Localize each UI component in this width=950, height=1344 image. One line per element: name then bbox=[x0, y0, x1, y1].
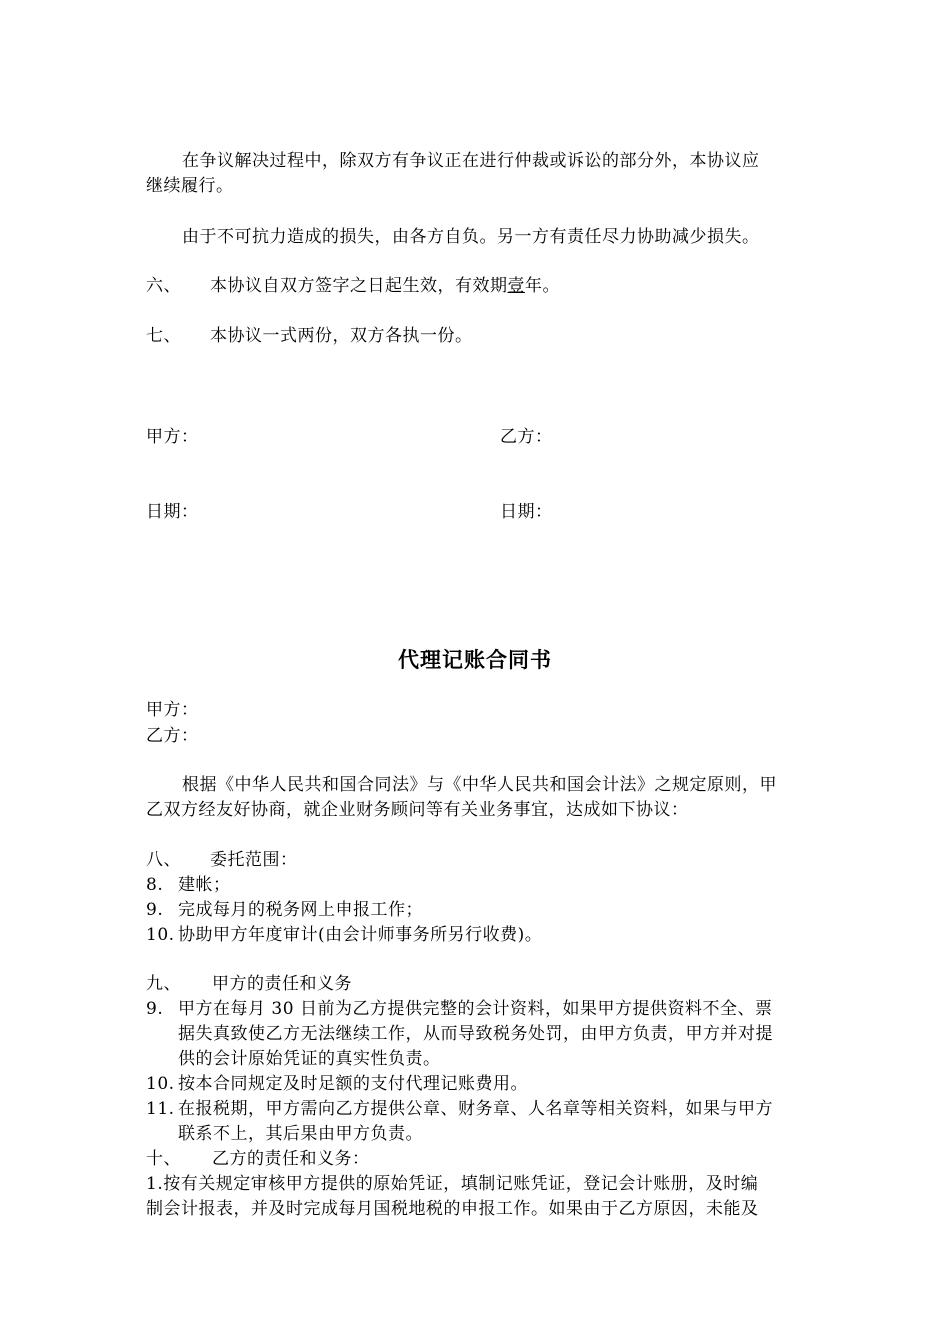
contract-party-b: 乙方： bbox=[146, 726, 199, 746]
contract-title: 代理记账合同书 bbox=[398, 647, 552, 672]
section-8-item: 协助甲方年度审计(由会计师事务所另行收费)。 bbox=[178, 925, 543, 945]
clause-7-number: 七、 bbox=[146, 326, 181, 346]
section-10-number: 十、 bbox=[146, 1149, 181, 1169]
section-10-item-1-line-2: 制会计报表，并及时完成每月国税地税的申报工作。如果由于乙方原因，未能及 bbox=[146, 1199, 759, 1219]
section-9-number: 九、 bbox=[146, 974, 181, 994]
section-9-item-2-number: 10. bbox=[146, 1074, 175, 1094]
section-8-item-number: 8. bbox=[146, 875, 164, 895]
section-8-number: 八、 bbox=[146, 850, 181, 870]
section-9-item-1-line-3: 供的会计原始凭证的真实性负责。 bbox=[178, 1049, 441, 1069]
section-8-title: 委托范围： bbox=[210, 850, 298, 870]
clause-7-text: 本协议一式两份，双方各执一份。 bbox=[210, 326, 473, 346]
section-8-item-number: 10. bbox=[146, 925, 175, 945]
signature-party-b: 乙方： bbox=[500, 427, 553, 447]
clause-6-pre: 本协议自双方签字之日起生效，有效期 bbox=[210, 276, 508, 296]
section-9-item-1-number: 9. bbox=[146, 999, 164, 1019]
section-9-item-3-line-2: 联系不上，其后果由甲方负责。 bbox=[178, 1124, 423, 1144]
dispute-paragraph-line-2: 继续履行。 bbox=[146, 176, 234, 196]
section-9-item-1-line-2: 据失真致使乙方无法继续工作，从而导致税务处罚，由甲方负责，甲方并对提 bbox=[178, 1024, 773, 1044]
section-8-item-number: 9. bbox=[146, 900, 164, 920]
signature-date-b: 日期： bbox=[500, 502, 553, 522]
clause-6-post: 年。 bbox=[525, 276, 560, 296]
signature-date-a: 日期： bbox=[146, 502, 199, 522]
signature-party-a: 甲方： bbox=[146, 427, 199, 447]
intro-line-1: 根据《中华人民共和国合同法》与《中华人民共和国会计法》之规定原则，甲 bbox=[182, 775, 777, 795]
section-8-item: 建帐； bbox=[178, 875, 231, 895]
section-9-item-3-line-1: 在报税期，甲方需向乙方提供公章、财务章、人名章等相关资料，如果与甲方 bbox=[178, 1099, 773, 1119]
section-10-title: 乙方的责任和义务： bbox=[212, 1149, 370, 1169]
section-9-title: 甲方的责任和义务 bbox=[212, 974, 352, 994]
section-9-item-2-line-1: 按本合同规定及时足额的支付代理记账费用。 bbox=[178, 1074, 528, 1094]
force-majeure-paragraph: 由于不可抗力造成的损失，由各方自负。另一方有责任尽力协助减少损失。 bbox=[182, 227, 760, 247]
section-8-item: 完成每月的税务网上申报工作； bbox=[178, 900, 423, 920]
section-9-item-1-line-1: 甲方在每月 30 日前为乙方提供完整的会计资料，如果甲方提供资料不全、票 bbox=[178, 999, 773, 1019]
section-9-item-3-number: 11. bbox=[146, 1099, 175, 1119]
contract-party-a: 甲方： bbox=[146, 700, 199, 720]
intro-line-2: 乙双方经友好协商，就企业财务顾问等有关业务事宜，达成如下协议： bbox=[146, 800, 689, 820]
clause-6-term: 壹 bbox=[507, 276, 525, 296]
clause-6-number: 六、 bbox=[146, 276, 181, 296]
dispute-paragraph-line-1: 在争议解决过程中，除双方有争议正在进行仲裁或诉讼的部分外，本协议应 bbox=[182, 151, 760, 171]
clause-6-text bbox=[210, 275, 560, 297]
section-10-item-1-line-1: 1.按有关规定审核甲方提供的原始凭证，填制记账凭证，登记会计账册，及时编 bbox=[146, 1174, 759, 1194]
